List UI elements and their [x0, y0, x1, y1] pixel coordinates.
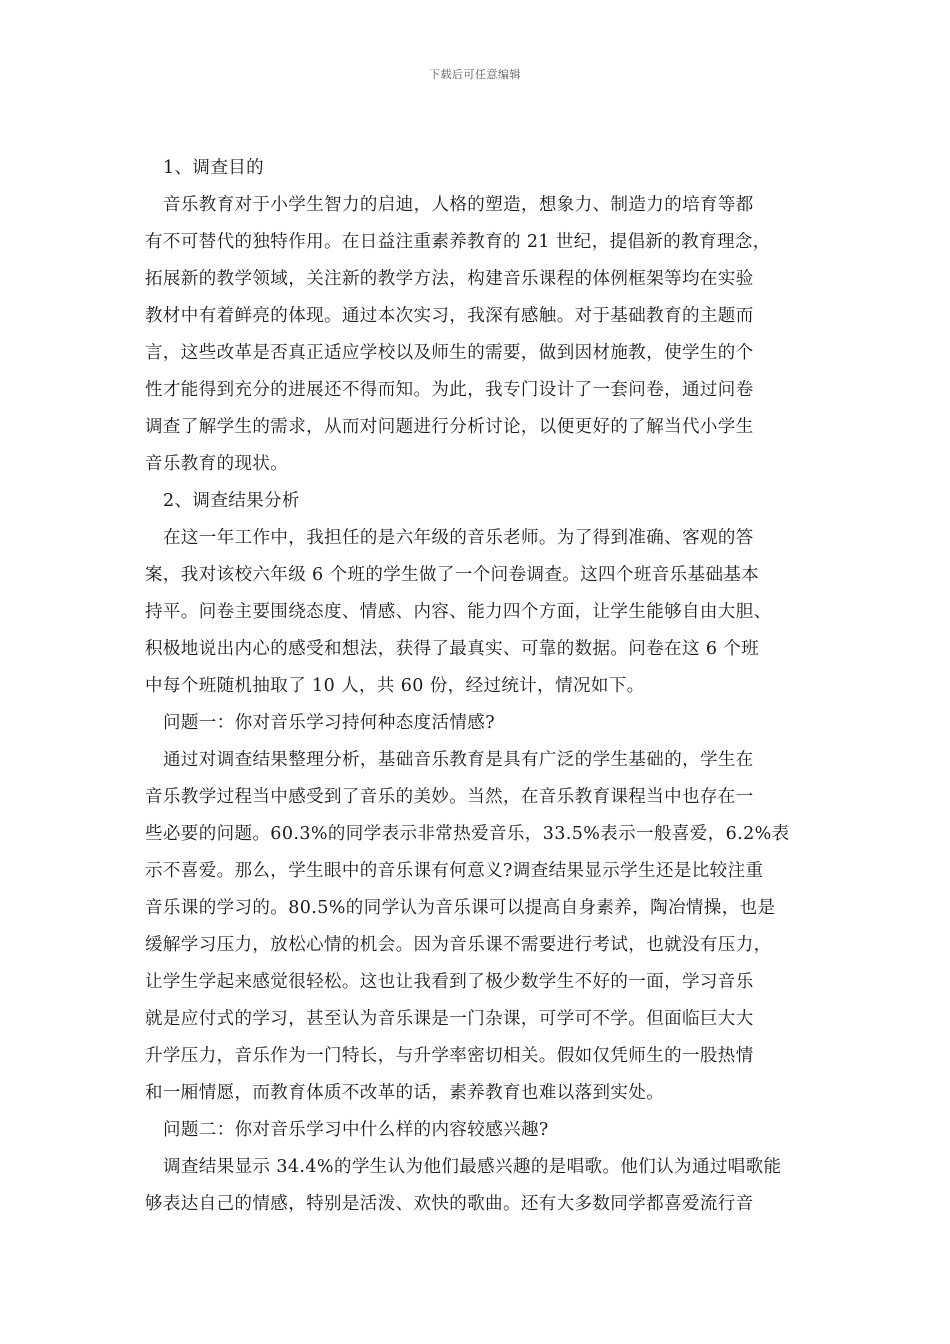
text-line: 缓解学习压力，放松心情的机会。因为音乐课不需要进行考试，也就没有压力， — [145, 935, 772, 955]
page-header: 下载后可任意编辑 — [429, 68, 521, 81]
text-line: 问题一：你对音乐学习持何种态度活情感? — [163, 713, 495, 733]
text-line: 调查了解学生的需求，从而对问题进行分析讨论，以便更好的了解当代小学生 — [145, 417, 754, 437]
text-line: 持平。问卷主要围绕态度、情感、内容、能力四个方面，让学生能够自由大胆、 — [145, 602, 772, 622]
text-line: 性才能得到充分的进展还不得而知。为此，我专门设计了一套问卷，通过问卷 — [145, 380, 754, 400]
text-line: 够表达自己的情感，特别是活泼、欢快的歌曲。还有大多数同学都喜爱流行音 — [145, 1194, 754, 1214]
text-line: 升学压力，音乐作为一门特长，与升学率密切相关。假如仅凭师生的一股热情 — [145, 1046, 754, 1066]
text-line: 教材中有着鲜亮的体现。通过本次实习，我深有感触。对于基础教育的主题而 — [145, 306, 754, 326]
text-line: 音乐教育对于小学生智力的启迪，人格的塑造，想象力、制造力的培育等都 — [163, 195, 754, 215]
text-line: 积极地说出内心的感受和想法，获得了最真实、可靠的数据。问卷在这 6 个班 — [145, 639, 760, 659]
text-line: 拓展新的教学领域，关注新的教学方法，构建音乐课程的体例框架等均在实验 — [145, 269, 754, 289]
text-line: 示不喜爱。那么，学生眼中的音乐课有何意义?调查结果显示学生还是比较注重 — [145, 861, 764, 881]
text-line: 中每个班随机抽取了 10 人，共 60 份，经过统计，情况如下。 — [145, 676, 645, 696]
text-line: 和一厢情愿，而教育体质不改革的话，素养教育也难以落到实处。 — [145, 1083, 665, 1103]
text-line: 言，这些改革是否真正适应学校以及师生的需要，做到因材施教，使学生的个 — [145, 343, 754, 363]
text-line: 音乐课的学习的。80.5%的同学认为音乐课可以提高自身素养，陶冶情操，也是 — [145, 898, 776, 918]
text-line: 些必要的问题。60.3%的同学表示非常热爱音乐，33.5%表示一般喜爱，6.2%表 — [145, 824, 790, 844]
text-line: 通过对调查结果整理分析，基础音乐教育是具有广泛的学生基础的，学生在 — [163, 750, 754, 770]
document-body — [145, 150, 813, 1223]
text-line: 问题二：你对音乐学习中什么样的内容较感兴趣? — [163, 1120, 549, 1140]
text-line: 2、调查结果分析 — [163, 491, 300, 511]
text-line: 有不可替代的独特作用。在日益注重素养教育的 21 世纪，提倡新的教育理念， — [145, 232, 771, 252]
text-line: 音乐教育的现状。 — [145, 454, 289, 474]
text-line: 让学生学起来感觉很轻松。这也让我看到了极少数学生不好的一面，学习音乐 — [145, 972, 754, 992]
text-line: 调查结果显示 34.4%的学生认为他们最感兴趣的是唱歌。他们认为通过唱歌能 — [163, 1157, 782, 1177]
text-line: 就是应付式的学习，甚至认为音乐课是一门杂课，可学可不学。但面临巨大大 — [145, 1009, 754, 1029]
text-line: 案，我对该校六年级 6 个班的学生做了一个问卷调查。这四个班音乐基础基本 — [145, 565, 760, 585]
text-line: 1、调查目的 — [163, 158, 265, 178]
text-line: 在这一年工作中，我担任的是六年级的音乐老师。为了得到准确、客观的答 — [163, 528, 754, 548]
text-line: 音乐教学过程当中感受到了音乐的美妙。当然，在音乐教育课程当中也存在一 — [145, 787, 754, 807]
